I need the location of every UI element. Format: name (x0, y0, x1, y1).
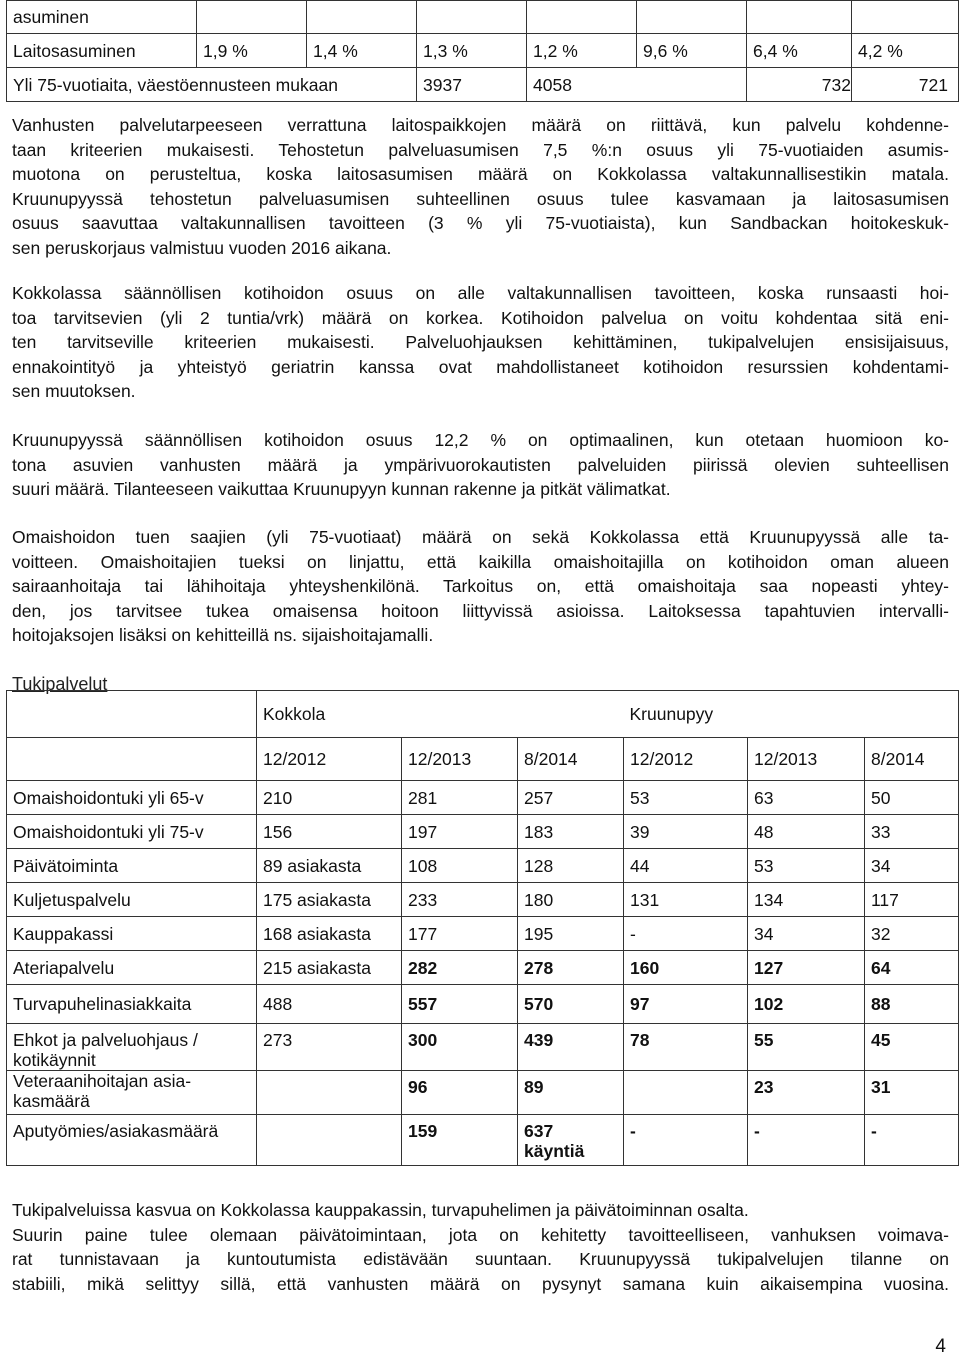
table-cell: 102 (748, 985, 865, 1024)
text-line: suuri määrä. Tilanteeseen vaikuttaa Kruunupyyn kunnan rakenne ja pitkät välimatkat. (12, 479, 671, 500)
table-cell: 6,4 % (747, 34, 852, 68)
row-label: Päivätoiminta (7, 849, 257, 883)
table-row (7, 68, 959, 102)
table-cell: 53 (748, 849, 865, 883)
table-cell: 180 (518, 883, 624, 917)
table-header-row (7, 738, 959, 781)
text-line: Kruunupyyssä säännöllisen kotihoidon osuus 12,2 % on optimaalinen, kun otetaan huomioon ko- (12, 430, 949, 450)
table-cell: 177 (402, 917, 518, 951)
table-cell: 32 (865, 917, 959, 951)
paragraph (12, 428, 949, 502)
table-cell: 281 (402, 781, 518, 815)
table-cell: 233 (402, 883, 518, 917)
table-row (7, 34, 959, 68)
table-cell: 210 (257, 781, 402, 815)
table-row (7, 1024, 959, 1071)
table-cell: 33 (865, 815, 959, 849)
table-row (7, 951, 959, 985)
period-header: 12/2012 (624, 738, 748, 781)
text-line: Tukipalveluissa kasvua on Kokkolassa kauppakassin, turvapuhelimen ja päivätoiminnan osalta. (12, 1200, 749, 1220)
table-cell (257, 1071, 402, 1115)
section-title: Tukipalvelut (12, 674, 108, 694)
period-header: 8/2014 (865, 738, 959, 781)
table-cell: 9,6 % (637, 34, 747, 68)
table-cell: 300 (402, 1024, 518, 1071)
table-cell: Laitosasuminen (7, 34, 197, 68)
table-row (7, 883, 959, 917)
table-cell: 96 (402, 1071, 518, 1115)
table-cell: - (865, 1115, 959, 1166)
text-line: taan kriteerien mukaisesti. Tehostetun palveluasumisen 7,5 %:n osuus yli 75-vuotiaiden asumis- (12, 139, 949, 160)
page-number: 4 (935, 1336, 946, 1357)
table-cell: 156 (257, 815, 402, 849)
table-cell: - (624, 1115, 748, 1166)
table-row (7, 849, 959, 883)
table-cell: 4,2 % (852, 34, 959, 68)
text-line: osuus saavuttaa valtakunnallisen tavoitteen (3 % yli 75-vuotiaista), kun Sandbackan hoitokeskuk- (12, 213, 949, 234)
table-cell: 55 (748, 1024, 865, 1071)
text-line: hoitojaksojen lisäksi on kehitteillä ns. sijaishoitajamalli. (12, 625, 434, 646)
table-cell: 183 (518, 815, 624, 849)
table-cell: 89 (518, 1071, 624, 1115)
table-row (7, 1115, 959, 1166)
table-cell: 78 (624, 1024, 748, 1071)
text-line: Kruunupyyssä tehostetun palveluasumisen suhteellinen osuus tulee kasvamaan ja laitosasumisen (12, 188, 949, 209)
text-line: Vanhusten palvelutarpeeseen verrattuna laitospaikkojen määrä on riittävä, kun palvelu kohdenne- (12, 115, 949, 135)
table-cell: 557 (402, 985, 518, 1024)
table-cell: 34 (748, 917, 865, 951)
table-row (7, 781, 959, 815)
text-line: Omaishoidon tuen saajien (yli 75-vuotiaat) määrä on sekä Kokkolassa että Kruunupyyssä alle ta- (12, 527, 949, 547)
table-cell: asuminen (7, 1, 197, 34)
row-label (7, 1071, 257, 1115)
text-line: tona asuvien vanhusten määrä ja ympärivuorokautisten palveluiden piirissä olevien suhteellisen (12, 454, 949, 475)
row-label: Omaishoidontuki yli 75-v (7, 815, 257, 849)
table-cell: Yli 75-vuotiaita, väestöennusteen mukaan (7, 68, 417, 102)
table-cell: 4058 (527, 68, 747, 102)
text-line: den, jos tarvitsee tukea omaisensa hoitoon liittyvissä asioissa. Laitoksessa tapahtuvien intervalli- (12, 600, 949, 621)
text-line: toa tarvitsevien (yli 2 tuntia/vrk) määrä on korkea. Kotihoidon palvelua on voitu kohdentaa sitä eni- (12, 307, 949, 328)
table-cell: 134 (748, 883, 865, 917)
table-cell: 1,2 % (527, 34, 637, 68)
table-cell: 488 (257, 985, 402, 1024)
table-cell: 23 (748, 1071, 865, 1115)
table-header-row (7, 691, 959, 738)
table-cell: 1,3 % (417, 34, 527, 68)
paragraph (12, 1198, 949, 1296)
table-row (7, 1071, 959, 1115)
value-line: 637 (524, 1121, 554, 1141)
table-cell: 117 (865, 883, 959, 917)
table-cell: 39 (624, 815, 748, 849)
text-line: Suurin paine tulee olemaan päivätoimintaan, jota on kehitetty tavoitteelliseen, vanhuksen voimava- (12, 1224, 949, 1245)
text-line: muotona on perusteltua, koska laitosasumisen määrä on Kokkolassa valtakunnallisestikin matala. (12, 164, 949, 185)
table-cell: 570 (518, 985, 624, 1024)
text-line: stabiili, mikä selittyy sillä, että vanhusten määrä on pysynyt samana kuin aikaisempina vuosina. (12, 1273, 949, 1294)
group-header-kokkola: Kokkola (257, 691, 624, 738)
row-label: Kauppakassi (7, 917, 257, 951)
table-row (7, 815, 959, 849)
label-line: kasmäärä (13, 1091, 90, 1111)
text-line: sen muutoksen. (12, 381, 136, 402)
housing-table (6, 0, 959, 102)
row-label: Kuljetuspalvelu (7, 883, 257, 917)
table-cell: 159 (402, 1115, 518, 1166)
table-cell: 88 (865, 985, 959, 1024)
table-cell: 160 (624, 951, 748, 985)
table-cell: 732 (747, 68, 852, 102)
table-cell: 64 (865, 951, 959, 985)
table-cell: 257 (518, 781, 624, 815)
paragraph (12, 281, 949, 404)
table-row (7, 1, 959, 34)
table-cell: 34 (865, 849, 959, 883)
label-line: Veteraanihoitajan asia- (13, 1071, 192, 1091)
group-header-kruunupyy: Kruunupyy (624, 691, 959, 738)
table-cell: 108 (402, 849, 518, 883)
table-cell: 721 (852, 68, 959, 102)
table-cell: - (748, 1115, 865, 1166)
period-header: 12/2012 (257, 738, 402, 781)
table-cell: 45 (865, 1024, 959, 1071)
row-label: Ateriapalvelu (7, 951, 257, 985)
row-label: Omaishoidontuki yli 65-v (7, 781, 257, 815)
table-cell: 273 (257, 1024, 402, 1071)
row-label (7, 1024, 257, 1071)
text-line: ten tarvitseville kriteerien mukaisesti. Palveluohjauksen kehittäminen, tukipalvelujen ensisijaisuus, (12, 332, 949, 353)
table-cell: 97 (624, 985, 748, 1024)
period-header: 12/2013 (402, 738, 518, 781)
table-cell: 89 asiakasta (257, 849, 402, 883)
period-header: 8/2014 (518, 738, 624, 781)
table-cell: 31 (865, 1071, 959, 1115)
table-cell: 175 asiakasta (257, 883, 402, 917)
table-cell: 439 (518, 1024, 624, 1071)
table-cell (518, 1115, 624, 1166)
table-cell: 1,4 % (307, 34, 417, 68)
table-cell: 128 (518, 849, 624, 883)
table-cell: 3937 (417, 68, 527, 102)
text-line: voitteen. Omaishoitajien tueksi on linjattu, että kaikilla omaishoitajilla on kotihoidon oman alueen (12, 551, 949, 572)
period-header: 12/2013 (748, 738, 865, 781)
table-cell: 44 (624, 849, 748, 883)
label-line: kotikäynnit (13, 1050, 96, 1070)
table-row (7, 985, 959, 1024)
text-line: rat tunnistavaan ja kuntoutumista edistävään suuntaan. Kruunupyyssä tukipalvelujen tilanne on (12, 1249, 949, 1270)
support-services-table (6, 690, 959, 1166)
text-line: sen peruskorjaus valmistuu vuoden 2016 aikana. (12, 237, 392, 258)
table-cell: 278 (518, 951, 624, 985)
paragraph (12, 525, 949, 648)
text-line: Kokkolassa säännöllisen kotihoidon osuus on alle valtakunnallisen tavoitteen, koska runsaasti hoi- (12, 283, 949, 303)
text-line: sairaanhoitaja tai lähihoitaja yhteyshenkilönä. Tarkoitus on, että omaishoitaja saa nopeasti yhtey- (12, 576, 949, 597)
table-cell: 131 (624, 883, 748, 917)
table-row (7, 917, 959, 951)
row-label: Turvapuhelinasiakkaita (7, 985, 257, 1024)
paragraph (12, 113, 949, 261)
value-line: käyntiä (524, 1141, 585, 1161)
table-cell: 282 (402, 951, 518, 985)
table-cell: 63 (748, 781, 865, 815)
table-cell: 127 (748, 951, 865, 985)
table-cell (624, 1071, 748, 1115)
table-cell: 197 (402, 815, 518, 849)
text-line: ennakointityö ja yhteistyö geriatrin kanssa ovat mahdollistaneet kotihoidon resurssien kohdentami- (12, 356, 949, 377)
table-cell: 195 (518, 917, 624, 951)
row-label: Aputyömies/asiakasmäärä (7, 1115, 257, 1166)
table-cell: 53 (624, 781, 748, 815)
table-cell: 50 (865, 781, 959, 815)
table-cell: 48 (748, 815, 865, 849)
label-line: Ehkot ja palveluohjaus / (13, 1030, 198, 1050)
table-cell: 1,9 % (197, 34, 307, 68)
table-cell: 215 asiakasta (257, 951, 402, 985)
table-cell: 168 asiakasta (257, 917, 402, 951)
table-cell (257, 1115, 402, 1166)
table-cell: - (624, 917, 748, 951)
